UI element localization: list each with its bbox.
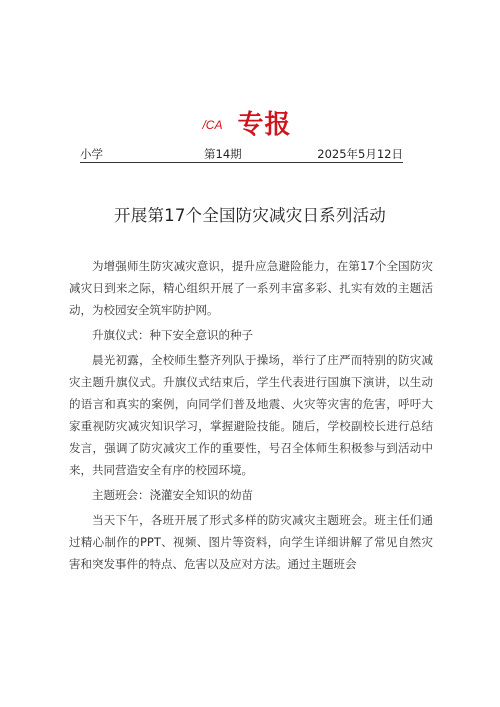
article-body (69, 255, 433, 575)
masthead-title: 专报 (237, 110, 292, 140)
school-name: 小学 (80, 147, 103, 161)
intro-paragraph: 为增强师生防灾减灾意识，提升应急避险能力，在第17个全国防灾减灾日到来之际，精心组织开展了一系列丰富多彩、扎实有效的主题活动，为校园安全筑牢防护网。 (69, 259, 433, 317)
subheading-class-meeting: 主题班会：浇灌安全知识的幼苗 (92, 488, 253, 502)
article-headline: 开展第17个全国防灾减灾日系列活动 (114, 206, 386, 225)
masthead (0, 112, 500, 138)
issue-info-line (80, 146, 403, 163)
class-meeting-paragraph: 当天下午，各班开展了形式多样的防灾减灾主题班会。班主任们通过精心制作的PPT、视频、图片等资料，向学生详细讲解了常见自然灾害和突发事件的特点、危害以及应对方法。通过主题班会 (69, 513, 433, 571)
issue-date: 2025年5月12日 (317, 147, 403, 161)
masthead-prefix: /CA (202, 118, 223, 132)
flag-ceremony-paragraph: 晨光初露，全校师生整齐列队于操场，举行了庄严而特别的防灾减灾主题升旗仪式。升旗仪式结束后，学生代表进行国旗下演讲，以生动的语言和真实的案例，向同学们普及地震、火灾等灾害的危害，呼吁大家重视防灾减灾知识学习，掌握避险技能。随后，学校副校长进行总结发言，强调了防灾减灾工作的重要性，号召全体师生积极参与到活动中来，共同营造安全有序的校园环境。 (69, 353, 433, 477)
issue-number: 第14期 (204, 147, 242, 161)
subheading-flag-ceremony: 升旗仪式：种下安全意识的种子 (92, 328, 253, 342)
